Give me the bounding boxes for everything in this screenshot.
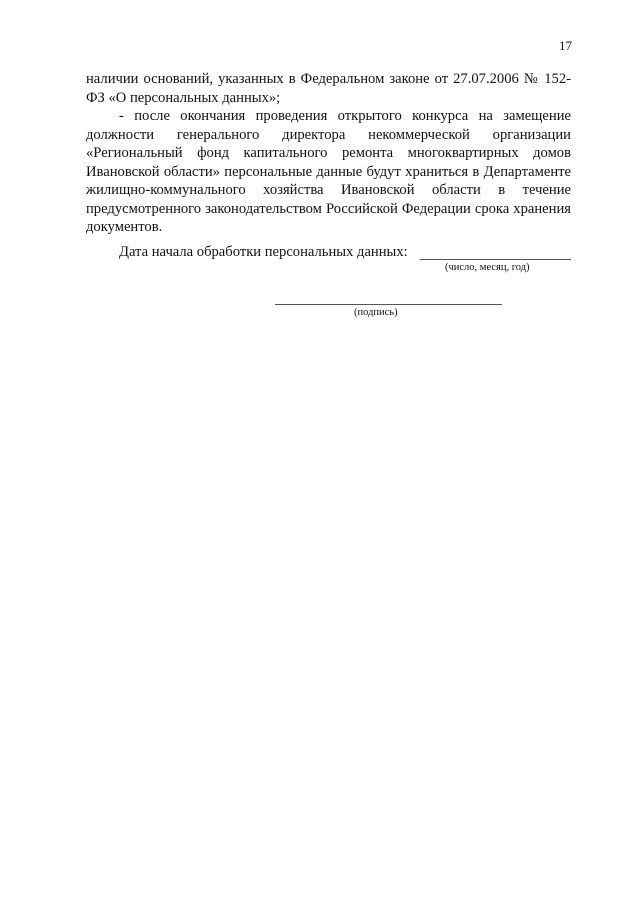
paragraph-legal-basis: наличии оснований, указанных в Федеральном законе от 27.07.2006 № 152-ФЗ «О персональных данных»; xyxy=(86,71,571,106)
date-field-label: Дата начала обработки персональных данных: xyxy=(119,244,408,260)
date-field-caption: (число, месяц, год) xyxy=(445,262,530,273)
paragraph-storage-terms: - после окончания проведения открытого конкурса на замещение должности генерального директора некоммерческой организации «Региональный фонд капитального ремонта многоквартирных домов Ивановской области» персональные данные будут храниться в Департаменте жилищно-коммунального хозяйства Ивановской области в течение предусмотренного законодательством Российской Федерации срока хранения документов. xyxy=(86,108,571,235)
date-blank-line xyxy=(420,259,571,260)
body-text xyxy=(86,70,571,237)
page-number: 17 xyxy=(559,38,572,53)
signature-blank-line xyxy=(275,304,502,305)
signature-caption: (подпись) xyxy=(354,307,398,318)
